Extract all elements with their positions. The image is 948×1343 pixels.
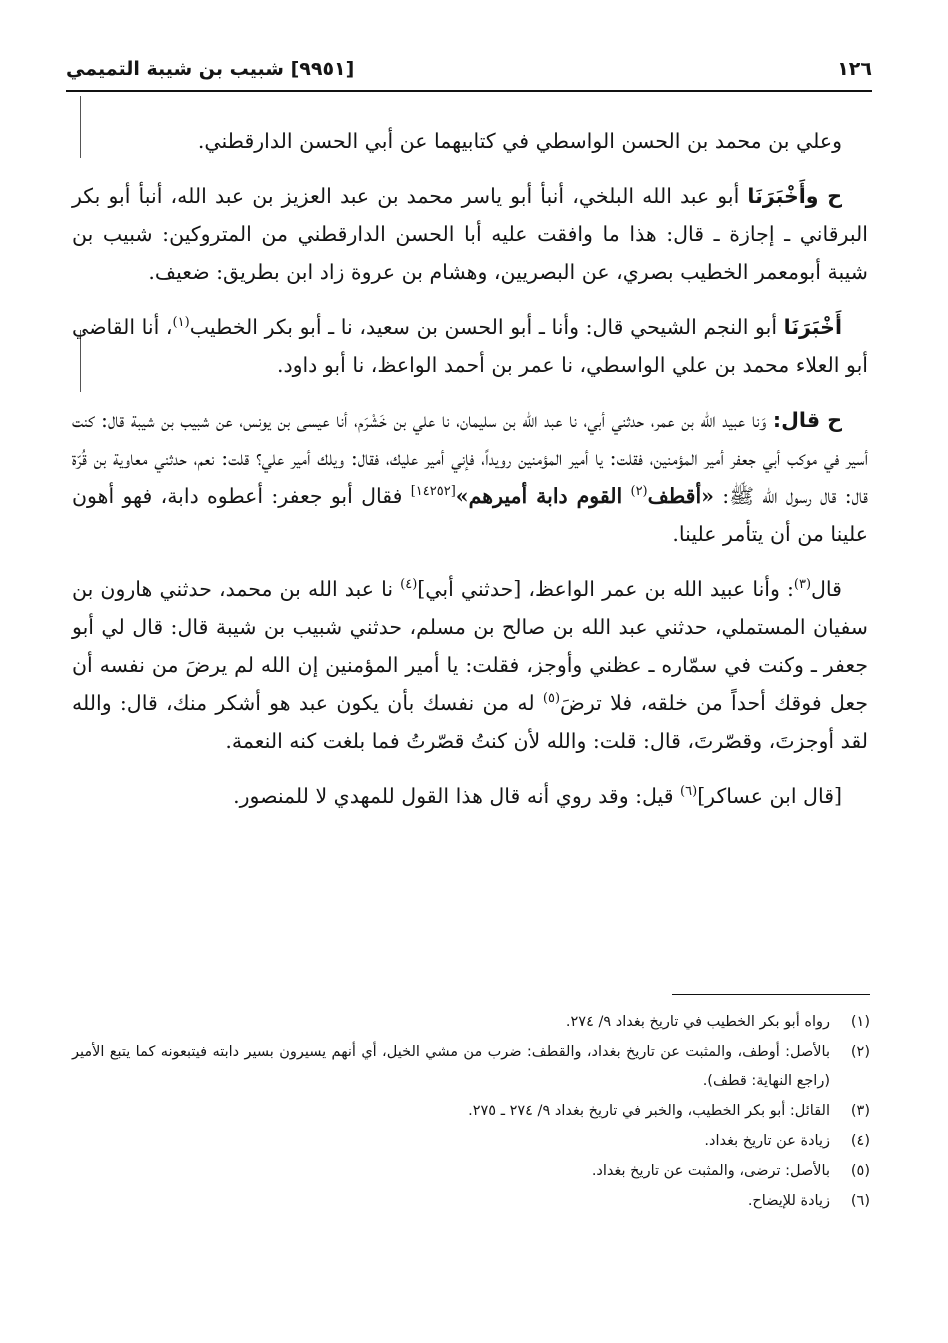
running-header xyxy=(66,58,872,88)
hadith-reference-number: [١٤٢٥٢] xyxy=(410,484,456,500)
narration-marker: أَخْبَرَنَا xyxy=(783,315,842,339)
footnote-number: (٤) xyxy=(850,1133,870,1149)
footnote xyxy=(72,1157,870,1186)
paragraph: قال$^{(٣)}$: وأنا عبيد الله بن عمر الواعظ، [حدثني أبي]$^{(٤)}$ نا عبد الله بن محمد، حدثني هارون بن سفيان المستملي، حدثني عبد الله بن صالح بن مسلم، حدثني شبيب بن شيبة قال: قال لي أبو جعفر ـ وكنت في سمّاره ـ عظني وأوجز، فقلت: يا أمير المؤمنين إن الله لم يرضَ من نفسه أن جعل فوقك أحداً من خلقه، فلا ترضَ$^{(٥)}$ له من نفسك بأن يكون عبد هو أشكر منك، قال: والله لقد أوجزتَ، وقصّرتَ، قال: قلت: والله لأن كنتُ قصّرتُ فما بلغت كنه النعمة. xyxy=(72,577,868,753)
footnote-ref: (١) xyxy=(172,315,190,331)
paragraph: ح وأَخْبَرَنَا أبو عبد الله البلخي، أنبأ أبو ياسر محمد بن عبد العزيز بن عبد الله، أنبأ أبو بكر البرقاني ـ إجازة ـ قال: هذا ما وافقت عليه أبا الحسن الدارقطني من المتروكين: شبيب بن شيبة أبومعمر الخطيب بصري، عن البصريين، وهشام بن عروة زاد ابن بطريق: ضعيف. xyxy=(72,184,868,284)
footnote xyxy=(72,1008,870,1037)
footnotes xyxy=(72,1008,870,1217)
paragraph: وعلي بن محمد بن الحسن الواسطي في كتابيهما عن أبي الحسن الدارقطني. xyxy=(197,129,842,153)
hadith-text: القوم دابة أميرهم» xyxy=(455,484,623,508)
footnote xyxy=(72,1187,870,1216)
footnote-text: زيادة عن تاريخ بغداد. xyxy=(704,1133,830,1149)
footnote-ref: (٦) xyxy=(680,784,698,800)
footnote-separator xyxy=(672,994,870,995)
footnote-number: (٦) xyxy=(850,1193,870,1209)
paragraph: [قال ابن عساكر]$^{(٦)}$ قيل: وقد روي أنه قال هذا القول للمهدي لا للمنصور. xyxy=(233,784,842,808)
footnote xyxy=(72,1127,870,1156)
paragraph: ح قال: وَنا عبيد الله بن عمر، حدثني أبي، نا عبد الله بن سليمان، نا علي بن خَشْرَم، أنا عيسى بن يونس، عن شبيب بن شيبة قال: كنت أسير في موكب أبي جعفر أمير المؤمنين، فقلت: يا أمير المؤمنين رويداً، فإني أمير عليك، فقال: ويلك أمير علي؟ قلت: نعم، حدثني معاوية بن قُرّة قال: قال رسول الله ﷺ: «أقطف$^{(٢)}$ القوم دابة أميرهم»[١٤٢٥٢] فقال أبو جعفر: أعطوه دابة، فهو أهون علينا من أن يتأمر علينا. xyxy=(72,408,868,546)
footnote-number: (٣) xyxy=(850,1103,870,1119)
footnote-text: بالأصل: أوطف، والمثبت عن تاريخ بغداد، والقطف: ضرب من مشي الخيل، أي أنهم يسيرون بسير دابته فيتبعونه كما يتبع الأمير (راجع النهاية: قطف). xyxy=(72,1044,830,1089)
footnote xyxy=(72,1038,870,1096)
hadith-text: «أقطف xyxy=(647,484,714,508)
footnote-text: بالأصل: ترضى، والمثبت عن تاريخ بغداد. xyxy=(591,1163,830,1179)
footnote-text: رواه أبو بكر الخطيب في تاريخ بغداد ٩/ ٢٧٤. xyxy=(565,1014,830,1030)
running-title: [٩٩٥١] شبيب بن شيبة التميمي xyxy=(66,58,355,80)
footnote-number: (١) xyxy=(850,1014,870,1030)
footnote-ref: (٢) xyxy=(630,484,648,500)
footnote xyxy=(72,1097,870,1126)
header-rule xyxy=(66,90,872,92)
footnote-ref: (٥) xyxy=(542,691,561,707)
narration-marker: ح قال: xyxy=(772,408,842,432)
footnote-text: زيادة للإيضاح. xyxy=(747,1193,830,1209)
page-number: ١٢٦ xyxy=(837,58,872,80)
narration-marker: ح وأَخْبَرَنَا xyxy=(747,184,842,208)
footnote-ref: (٤) xyxy=(400,577,418,593)
footnote-number: (٥) xyxy=(850,1163,870,1179)
footnote-ref: (٣) xyxy=(793,577,812,593)
paragraph: أَخْبَرَنَا أبو النجم الشيحي قال: وأنا ـ أبو الحسن بن سعيد، نا ـ أبو بكر الخطيب$^{(١)}$، أنا القاضي أبو العلاء محمد بن علي الواسطي، نا عمر بن أحمد الواعظ، نا أبو داود. xyxy=(72,315,868,377)
footnote-number: (٢) xyxy=(850,1044,870,1060)
footnote-text: القائل: أبو بكر الخطيب، والخبر في تاريخ بغداد ٩/ ٢٧٤ ـ ٢٧٥. xyxy=(468,1103,830,1119)
main-text xyxy=(72,122,868,815)
